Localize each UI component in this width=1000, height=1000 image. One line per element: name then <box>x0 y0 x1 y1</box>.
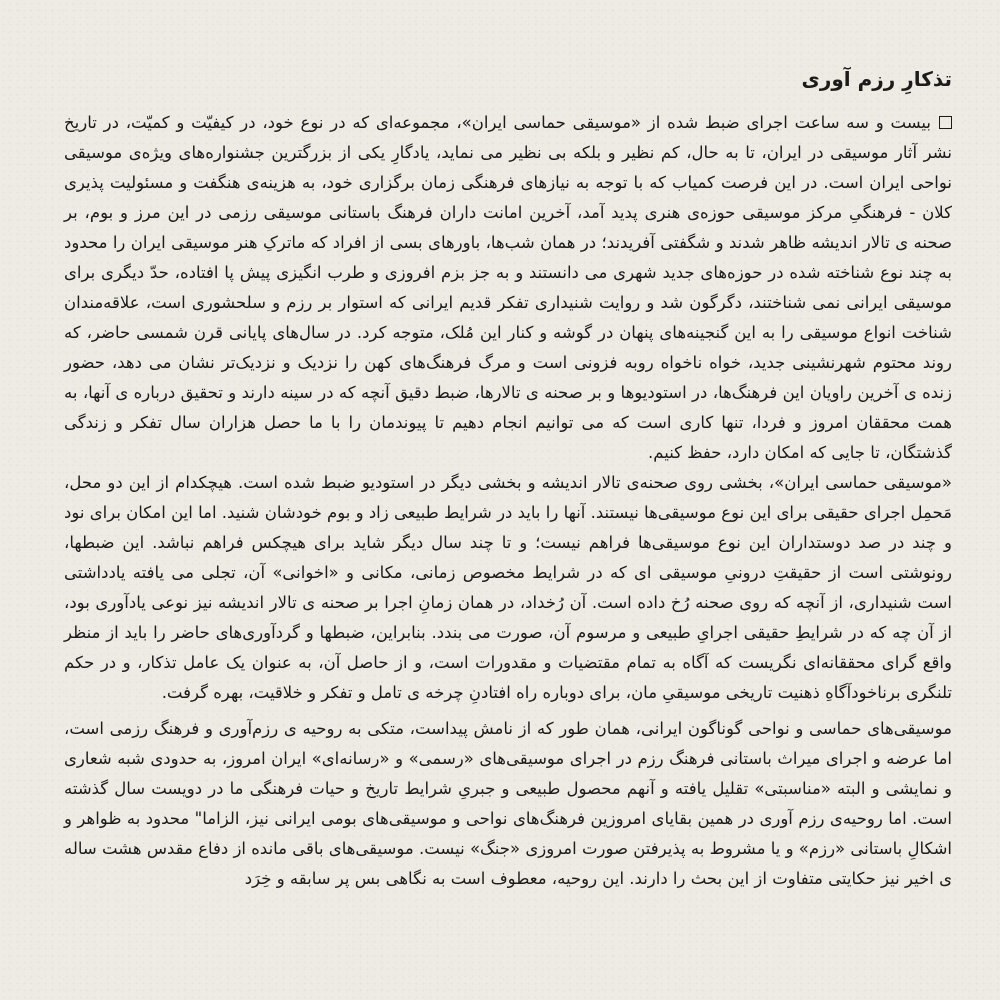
checkbox-bullet-icon <box>939 116 952 129</box>
paragraph-2: «موسیقی حماسی ایران»، بخشی روی صحنه‌ی تالار اندیشه و بخشی دیگر در استودیو ضبط شده است. هیچکدام از این دو محل، مَحمِل اجرای حقیقی برای این نوع موسیقی‌ها نیستند. آنها را باید در شرایط طبیعی زاد و بوم خودشان شنید. اما این امکان برای نود و چند در صد دوستداران این نوع موسیقی‌ها فراهم نیست؛ و تا چند سال دیگر شاید برای هیچکس فراهم نباشد. این ضبطها، رونوشتی است از حقیقتِ درونیِ موسیقی ای که در شرایط مخصوص زمانی، مکانی و «اخوانی» آن، تجلی می یافته یادداشتی است شنیداری، از آنچه که روی صحنه رُخ داده است. آن رُخداد، در همان زمانِ اجرا بر صحنه ی تالار اندیشه نیز نوعی یادآوری بود، از آن چه که در شرایطِ حقیقی اجرایِ طبیعی و مرسوم آن، صورت می بندد. بنابراین، ضبطها و گردآوری‌های حاضر را باید از منظر واقع گرای محققانه‌ای نگریست که آگاه به تمام مقتضیات و مقدورات است، و از حاصل آن، به عنوان یک عامل تذکار، و در حکم تلنگری برناخودآگاهِ ذهنیت تاریخی موسیقیِ مان، برای دوباره راه افتادنِ چرخه ی تامل و تفکر و خلاقیت، بهره گرفت. <box>64 473 952 702</box>
page-title: تذکارِ رزم آوری <box>801 67 952 91</box>
paragraph-3: موسیقی‌های حماسی و نواحی گوناگون ایرانی، همان طور که از نامش پیداست، متکی به روحیه ی رزم‌آوری و فرهنگ رزمی است، اما عرضه و اجرای میراث باستانی فرهنگ رزم در اجرای موسیقی‌های «رسمی» و «رسانه‌ای» ایران امروز، به حدودی شبه شعاری و نمایشی و البته «مناسبتی» تقلیل یافته و آنهم محصول طبیعی و جبریِ شرایط تاریخ و حیات فرهنگی ما در دویست سال گذشته است. اما روحیه‌ی رزم آوری در همین بقایای امروزین فرهنگ‌های نواحی و موسیقی‌های بومی ایرانی نیز، الزاما" محدود به ظواهر و اشکالِ باستانی «رزم» و یا مشروط به پذیرفتن صورت امروزی «جنگ» نیست. موسیقی‌های باقی مانده از دفاع مقدس هشت ساله ی اخیر نیز حکایتی متفاوت از این بحث را دارند. این روحیه، معطوف است به نگاهی بس پر سابقه و خِرَد <box>64 719 952 888</box>
paragraph-1-text: بیست و سه ساعت اجرای ضبط شده از «موسیقی حماسی ایران»، مجموعه‌ای که در نوع خود، در کیفیّت و کمیّت، در تاریخ نشر آثار موسیقی در ایران، تا به حال، کم نظیر و بلکه بی نظیر می نماید، یادگارِ یکی از بزرگترین جشنواره‌های ویژه‌ی موسیقی نواحی ایران است. در این فرصت کمیاب که با توجه به نیازهای فرهنگی زمان برگزاری خود، به هزینه‌ی هنگفت و مسئولیت پذیری کلان - فرهنگیِ مرکز موسیقی حوزه‌ی هنری پدید آمد، آخرین امانت داران فرهنگ باستانی موسیقی رزمی در این مرز و بوم، بر صحنه ی تالار اندیشه ظاهر شدند و شگفتی آفریدند؛ در همان شب‌ها، باورهای بسی از افراد که ماترکِ هنر موسیقی ایران را محدود به چند نوع شناخته شده در حوزه‌های جدید شهری می دانستند و به جز بزم افروزی و طرب انگیزی پیش پا افتاده، حدّ دیگری برای موسیقی ایرانی نمی شناختند، دگرگون شد و روایت شنیداری تفکر قدیم ایرانی که استوار بر رزم و سلحشوری است، علاقه‌مندان شناخت انواع موسیقی را به این گنجینه‌های پنهان در گوشه و کنار این مُلک، متوجه کرد. در سال‌های پایانی قرن شمسی حاضر، که روند محتوم شهرنشینی جدید، خواه ناخواه روبه فزونی است و مرگ فرهنگ‌های کهن را نزدیک و نزدیک‌تر نشان می دهد، حضور زنده ی آخرین راویان این فرهنگ‌ها، در استودیوها و بر صحنه ی تالارها، ضبط دقیق آنچه که در سینه دارند و تحقیق درباره ی آنها، به همت محققان امروز و فردا، تنها کاری است که می توانیم انجام دهیم تا پیوندمان را با ما حصل هزاران سال تفکر و زندگی گذشتگان، تا جایی که امکان دارد، حفظ کنیم. <box>64 113 952 462</box>
body-text <box>64 108 952 894</box>
paragraph-1 <box>64 108 952 468</box>
